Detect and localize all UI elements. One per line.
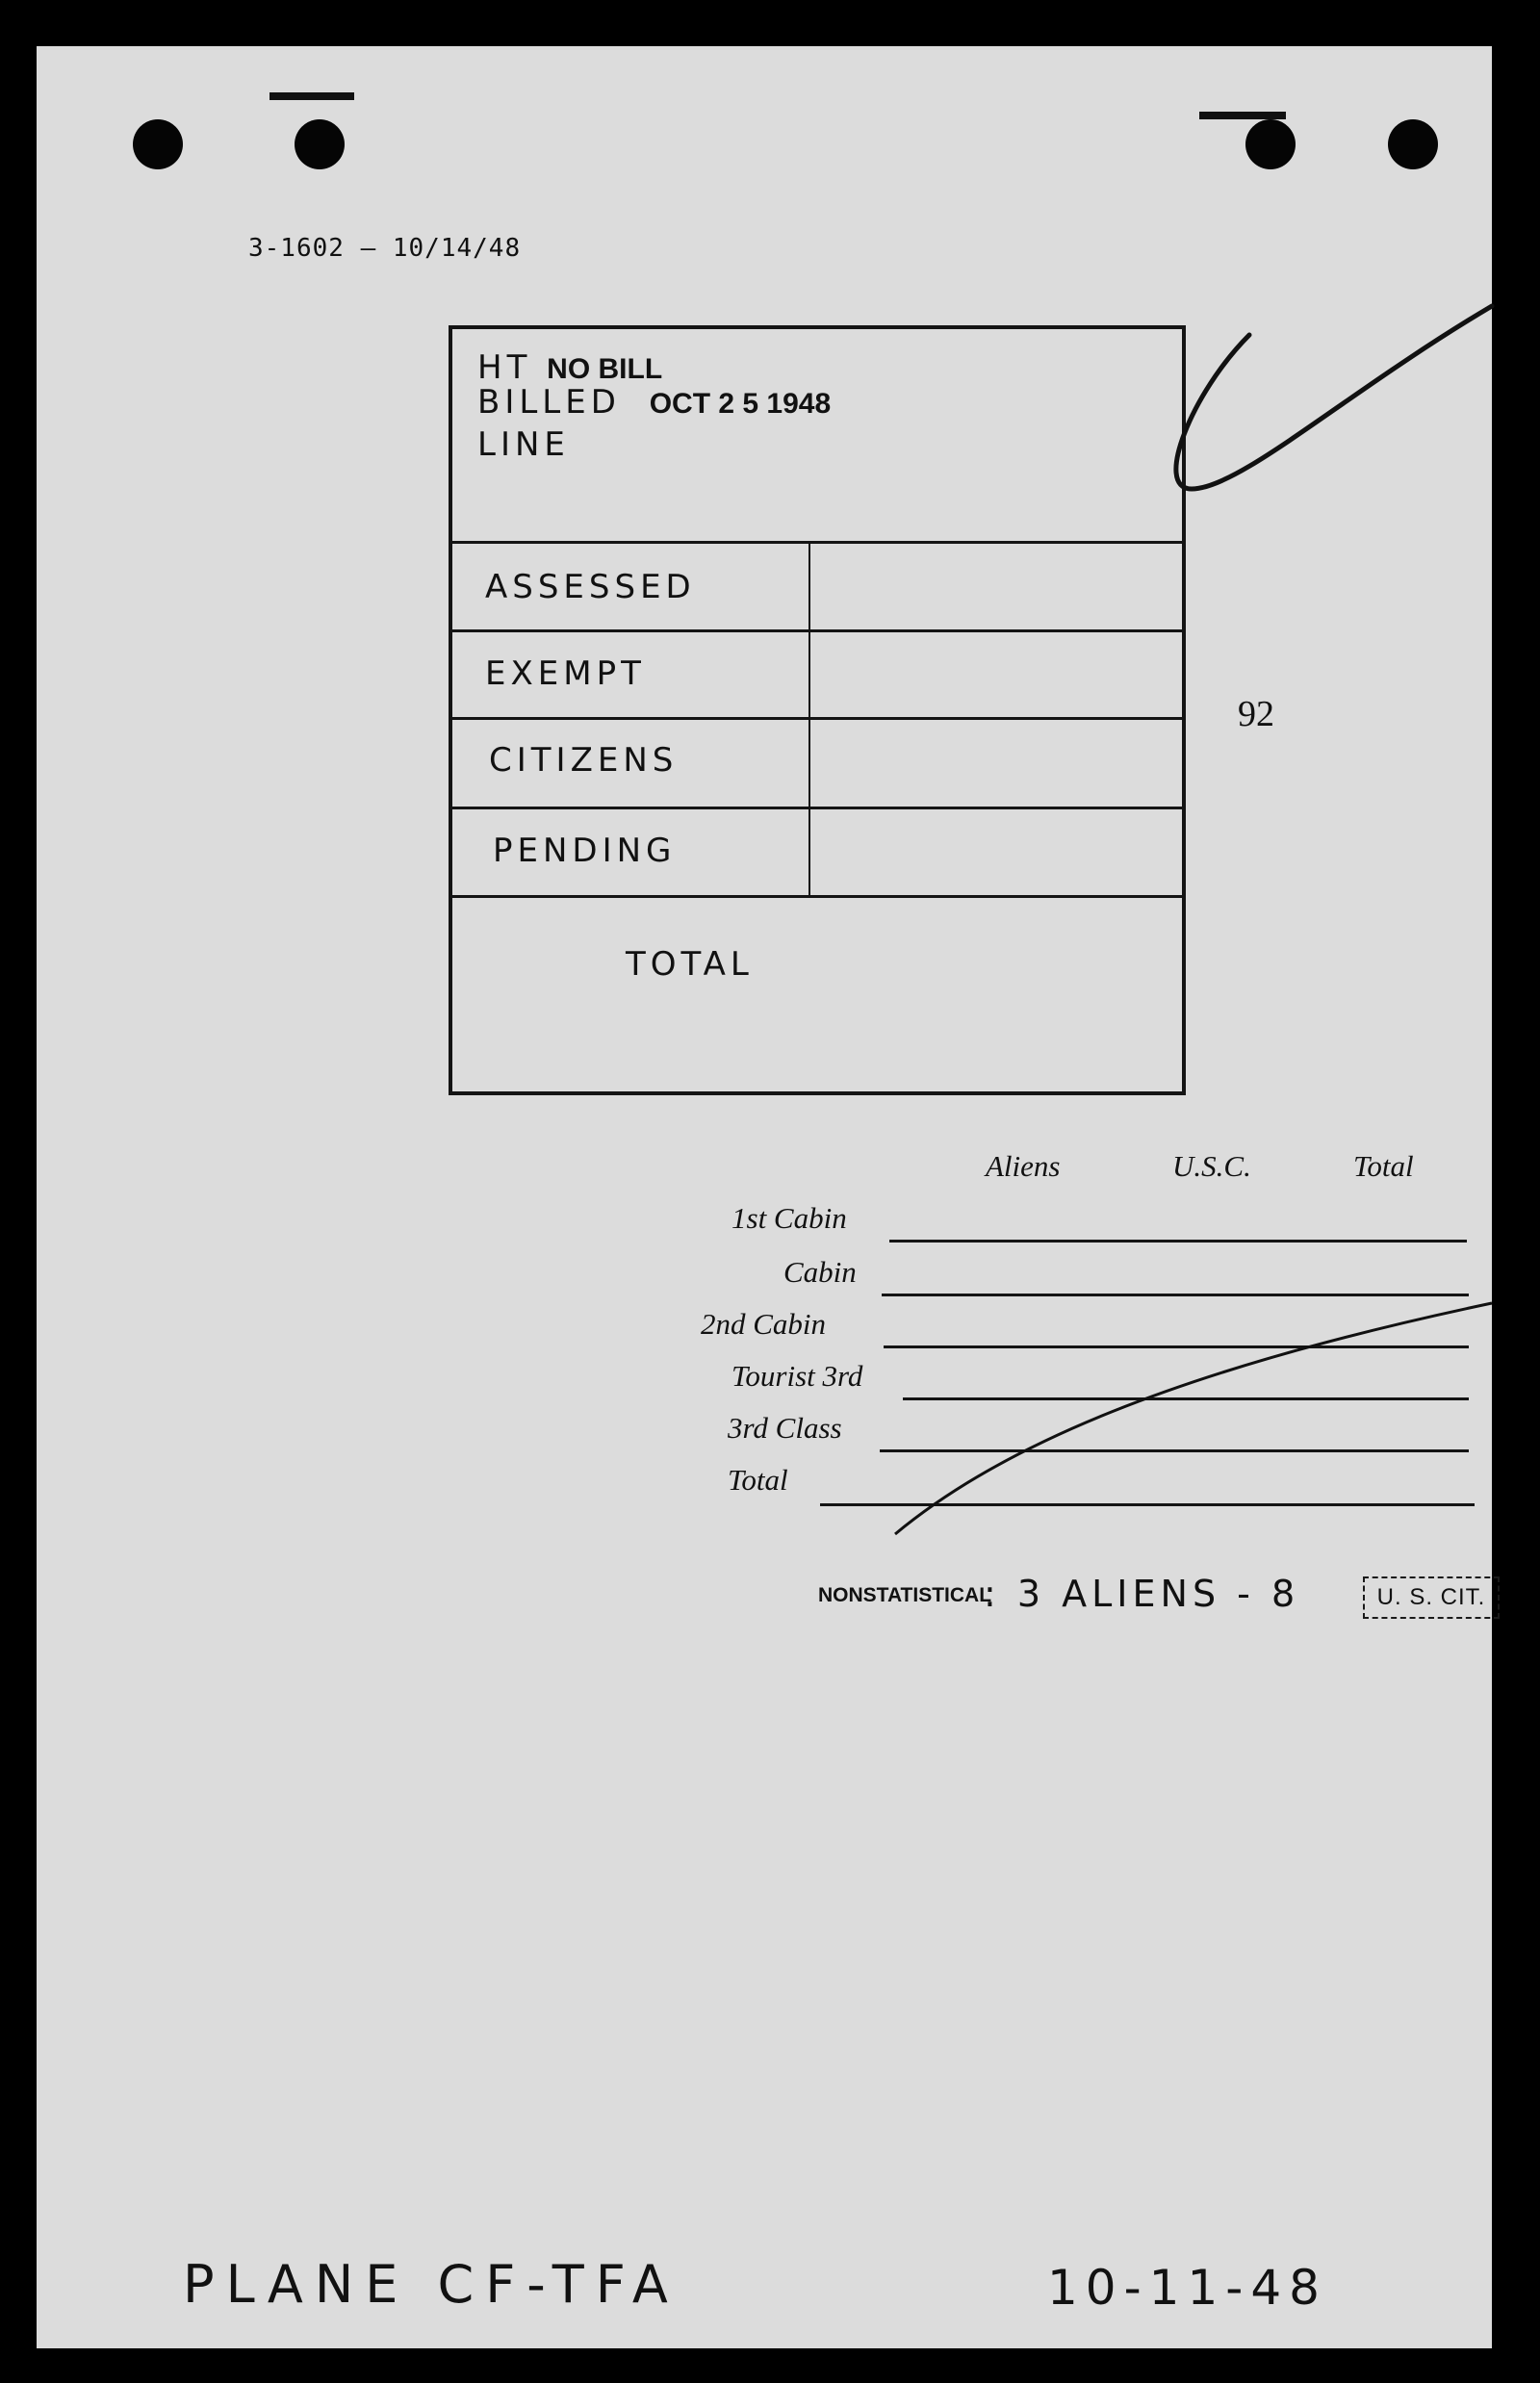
ht-label: HT	[477, 348, 532, 387]
header-line-1	[477, 348, 662, 387]
us-cit-stamp: U. S. CIT.	[1363, 1576, 1500, 1619]
row-citizens: CITIZENS	[489, 741, 679, 780]
row-cabin: Cabin	[783, 1255, 857, 1289]
reference-number: 3-1602 — 10/14/48	[248, 234, 522, 263]
nonstatistical-entry: : 3 ALIENS - 8	[984, 1573, 1300, 1615]
punch-hole-left-inner	[295, 119, 345, 169]
header-aliens: Aliens	[986, 1149, 1061, 1183]
stamp-box	[449, 325, 1186, 1095]
header-line-2	[477, 383, 831, 422]
line-label: LINE	[477, 425, 570, 464]
top-mark-right	[1199, 112, 1286, 119]
punch-hole-right	[1388, 119, 1438, 169]
divider	[452, 717, 1182, 720]
row-pending: PENDING	[493, 832, 677, 870]
date-stamp: OCT 2 5 1948	[649, 388, 832, 420]
top-mark-left	[270, 92, 354, 100]
checkmark	[1134, 248, 1500, 537]
header-usc: U.S.C.	[1172, 1149, 1251, 1183]
citizens-count: 92	[1238, 694, 1274, 734]
row-tourist-3rd: Tourist 3rd	[732, 1359, 863, 1393]
row-total: Total	[728, 1463, 788, 1497]
header-total: Total	[1353, 1149, 1414, 1183]
row-3rd-class: 3rd Class	[728, 1411, 842, 1445]
row-exempt: EXEMPT	[485, 654, 646, 693]
punch-hole-right-inner	[1245, 119, 1296, 169]
no-bill-stamp: NO BILL	[547, 353, 663, 385]
row-assessed: ASSESSED	[485, 568, 696, 606]
document-page	[37, 46, 1492, 2348]
divider	[452, 807, 1182, 809]
column-divider	[808, 543, 810, 895]
row-1st-cabin: 1st Cabin	[732, 1201, 847, 1235]
strike-line	[884, 1294, 1500, 1544]
divider	[452, 541, 1182, 544]
nonstatistical-label: NONSTATISTICAL	[818, 1584, 992, 1606]
total-label: TOTAL	[626, 945, 754, 984]
punch-hole-left	[133, 119, 183, 169]
billed-label: BILLED	[477, 383, 621, 422]
row-2nd-cabin: 2nd Cabin	[701, 1307, 827, 1341]
footer-plane: PLANE CF-TFA	[183, 2254, 680, 2315]
divider	[452, 895, 1182, 898]
divider	[452, 629, 1182, 632]
footer-date: 10-11-48	[1047, 2260, 1327, 2316]
row-line	[889, 1240, 1467, 1243]
